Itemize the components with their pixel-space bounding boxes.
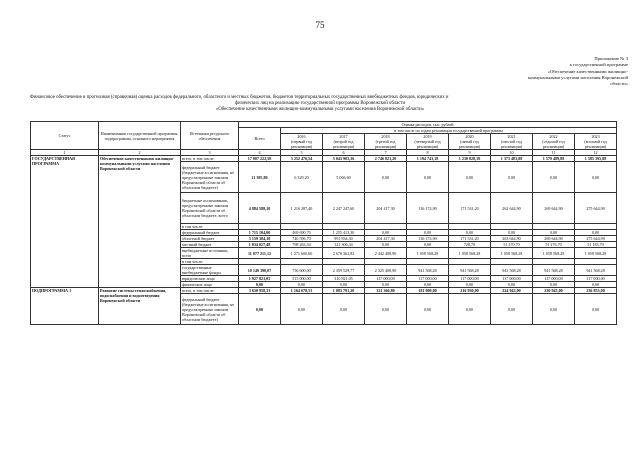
header-year [575,134,617,150]
source-cell: местный бюджет [181,242,239,248]
year-value-cell: 991 834,30 [323,236,365,242]
year-value-cell: 2 746 821,20 [365,156,407,162]
heading-line: Финансовое обеспечение и прогнозная (справочная) оценка расходов федерального, областного и местных бюджетов, бюджетов территориальных государственных внебюджетных фондов, юридических и [30,95,449,100]
source-cell: юридические лица [181,276,239,282]
header-year [407,134,449,150]
year-value-cell: 136 174,90 [407,193,449,224]
year-value-cell: 5 066,60 [323,162,365,193]
year-value-cell: 2 442 408,90 [365,248,407,259]
source-cell: федеральный бюджет [181,230,239,236]
year-value-cell: 0,00 [491,162,533,193]
year-value-cell: 275 644,90 [575,236,617,242]
year-value-cell: 0,00 [407,294,449,325]
column-number: 4 [239,150,281,156]
year-value-cell: 0,00 [407,242,449,248]
total-cell: 10 149 390,07 [239,265,281,276]
year-value-cell: 0,00 [281,282,323,288]
source-cell: в том числе: [181,224,239,230]
year-value-cell: 0,00 [407,282,449,288]
year-value-cell: 941 568,28 [407,265,449,276]
page-number: 75 [315,20,325,30]
column-number: 8 [407,150,449,156]
year-value-cell: 756 600,00 [281,265,323,276]
appendix-note [378,56,628,87]
year-value-cell: 2 247 247,60 [323,193,365,224]
column-number: 2 [99,150,181,156]
year-label: (четвертый год реализации) [414,139,441,149]
header-year [365,134,407,150]
header-total: Всего [239,128,281,150]
year-value-cell: 0,00 [491,230,533,236]
header-name: Наименование государственной программы, подпрограммы, основного мероприятия [99,122,181,150]
year-value-cell: 0,00 [365,282,407,288]
header-year [323,134,365,150]
year-value-cell: 136 174,90 [407,236,449,242]
year-value-cell: 0,00 [365,294,407,325]
table-heading [30,95,610,114]
total-cell: 4 884 588,10 [239,193,281,224]
year-number: 2018 [381,134,390,139]
column-number: 10 [491,150,533,156]
total-cell: 1 715 104,00 [239,230,281,236]
appendix-line: к государственной программе [569,62,628,68]
year-label: (восьмой год реализации) [584,139,607,149]
year-value-cell: 0,00 [407,162,449,193]
total-cell: 1 034 027,48 [239,242,281,248]
year-value-cell: 117 000,00 [575,276,617,282]
year-value-cell: 310 821,05 [323,276,365,282]
year-value-cell: 469 690,70 [281,230,323,236]
year-value-cell: 275 644,90 [575,193,617,224]
year-number: 2022 [549,134,558,139]
year-value-cell: 1 216 287,40 [281,193,323,224]
year-value-cell: 1 271 600,60 [281,248,323,259]
heading-line: физических лиц на реализацию государственной программы Воронежской области [234,101,406,107]
year-value-cell: 171 531,20 [449,193,491,224]
year-value-cell: 0,00 [365,242,407,248]
year-value-cell: 1 058 568,28 [575,248,617,259]
header-estimate: Оценка расходов, тыс. рублей [239,122,617,128]
column-number: 12 [575,150,617,156]
year-value-cell: 51 270,70 [491,242,533,248]
source-cell: физические лица [181,282,239,288]
year-value-cell: 0,00 [449,294,491,325]
year-value-cell: 941 568,28 [491,265,533,276]
year-value-cell: 2 670 362,82 [323,248,365,259]
year-value-cell: 941 568,28 [449,265,491,276]
year-value-cell: 0,00 [281,294,323,325]
year-value-cell: 0,00 [449,282,491,288]
year-value-cell: 0,00 [575,294,617,325]
year-value-cell: 2 359 529,77 [323,265,365,276]
name-cell: Обеспечение качественными жилищно-коммунальными услугами населения Воронежской области [99,156,181,288]
year-value-cell: 204 417,30 [365,193,407,224]
year-value-cell: 5 043 983,36 [323,156,365,162]
year-value-cell: 3 252 476,54 [281,156,323,162]
year-number: 2020 [465,134,474,139]
year-value-cell: 0,00 [449,230,491,236]
year-value-cell: 1 058 568,28 [491,248,533,259]
column-number: 5 [281,150,323,156]
year-value-cell: 0,00 [323,282,365,288]
year-value-cell: 0,00 [575,230,617,236]
year-value-cell: 1 058 568,28 [407,248,449,259]
year-value-cell: 0,00 [533,282,575,288]
year-value-cell: 321 366,80 [365,288,407,294]
total-cell: 11 395,80 [239,162,281,193]
source-cell: федеральный бюджет (бюджетные ассигнования, не предусмотренные законом Воронежской области об областном бюджете) [181,162,239,193]
source-cell: внебюджетные источники, всего [181,248,239,259]
year-value-cell: 0,00 [449,162,491,193]
year-value-cell: 263 644,90 [491,236,533,242]
total-cell: 0,00 [239,294,281,325]
header-by-year: в том числе по годам реализации государственной программы [281,128,617,134]
year-number: 2016 [297,134,306,139]
year-label: (пятый год реализации) [458,139,481,149]
year-value-cell: 0,00 [533,162,575,193]
year-value-cell: 0,00 [323,294,365,325]
header-status: Статус [31,122,99,150]
source-cell: всего, в том числе: [181,288,239,294]
appendix-line: коммунальными услугами населения Воронежской [527,74,628,80]
header-year [281,134,323,150]
year-number: 2017 [339,134,348,139]
year-value-cell: 51 183,70 [575,242,617,248]
year-value-cell: 6 329,20 [281,162,323,193]
year-value-cell: 0,00 [407,230,449,236]
year-label: (второй год реализации) [332,139,355,149]
year-value-cell: 1 058 568,28 [449,248,491,259]
source-cell: федеральный бюджет (бюджетные ассигнования, не предусмотренные законом Воронежской области об областном бюджете) [181,294,239,325]
year-value-cell: 1 579 489,88 [533,156,575,162]
year-value-cell: 1 083 791,20 [323,288,365,294]
status-cell: ГОСУДАРСТВЕННАЯ ПРОГРАММА [31,156,99,288]
year-value-cell: 117 000,00 [491,276,533,282]
year-value-cell: 941 568,28 [533,265,575,276]
column-number: 11 [533,150,575,156]
year-value-cell: 262 644,90 [491,193,533,224]
year-value-cell: 0,00 [575,282,617,288]
year-value-cell: 0,00 [533,230,575,236]
column-number: 7 [365,150,407,156]
year-value-cell: 728,70 [449,242,491,248]
year-number: 2023 [591,134,600,139]
year-value-cell: 1 058 568,28 [533,248,575,259]
year-value-cell: 0,00 [533,294,575,325]
column-number: 3 [181,150,239,156]
year-value-cell: 0,00 [365,230,407,236]
appendix-line: области» [610,81,628,87]
name-cell: Развитие системы теплоснабжения, водоснабжения и водоотведения Воронежской области [99,288,181,325]
year-value-cell: 117 000,00 [533,276,575,282]
year-number: 2019 [423,134,432,139]
header-year [491,134,533,150]
year-value-cell: 216 930,00 [449,288,491,294]
year-label: (седьмой год реализации) [542,139,565,149]
year-label: (шестой год реализации) [500,139,523,149]
year-value-cell: 0,00 [365,162,407,193]
financing-table [30,121,617,325]
year-value-cell: 121 306,34 [323,242,365,248]
year-value-cell: 230 945,00 [533,288,575,294]
column-number: 1 [31,150,99,156]
header-year [533,134,575,150]
total-cell: 11 077 211,12 [239,248,281,259]
year-value-cell: 1 230 828,18 [449,156,491,162]
year-value-cell: 1 194 743,18 [407,156,449,162]
total-cell: 1 927 821,05 [239,276,281,282]
source-cell: в том числе: [181,259,239,265]
heading-line: «Обеспечение качественными жилищно-коммунальными услугами населения Воронежской области» [215,107,425,113]
appendix-line: Приложение № 3 [594,56,628,61]
appendix-line: «Обеспечение качественными жилищно- [547,68,628,74]
year-value-cell: 1 585 395,88 [575,156,617,162]
year-value-cell: 181 000,00 [407,288,449,294]
year-value-cell: 204 417,30 [365,236,407,242]
year-label: (третий год реализации) [374,139,397,149]
header-source: Источники ресурсного обеспечения [181,122,239,150]
total-cell: 0,00 [239,282,281,288]
year-number: 2021 [507,134,516,139]
year-value-cell: 0,00 [491,282,533,288]
year-label: (первый год реализации) [290,139,313,149]
year-value-cell: 236 855,00 [575,288,617,294]
year-value-cell: 51 276,70 [533,242,575,248]
column-number: 9 [449,150,491,156]
year-value-cell: 1 255 413,30 [323,230,365,236]
year-value-cell: 117 000,00 [365,276,407,282]
year-value-cell: 269 644,90 [533,193,575,224]
year-value-cell: 941 568,28 [575,265,617,276]
year-value-cell: 515 000,00 [281,276,323,282]
year-value-cell: 117 000,00 [449,276,491,282]
status-cell: ПОДПРОГРАММА 1 [31,288,99,325]
year-value-cell: 1 373 483,88 [491,156,533,162]
year-value-cell: 0,00 [491,294,533,325]
header-year [449,134,491,150]
source-cell: бюджетные ассигнования, предусмотренные законом Воронежской области об областном бюджете, всего [181,193,239,224]
total-cell: 3 159 384,10 [239,236,281,242]
column-number: 6 [323,150,365,156]
year-value-cell: 746 596,70 [281,236,323,242]
source-cell: всего, в том числе: [181,156,239,162]
year-value-cell: 798 263,34 [281,242,323,248]
year-value-cell: 224 943,00 [491,288,533,294]
source-cell: государственные внебюджетные фонды [181,265,239,276]
year-value-cell: 117 000,00 [407,276,449,282]
total-cell: 3 630 958,33 [239,288,281,294]
year-value-cell: 0,00 [575,162,617,193]
year-value-cell: 171 531,20 [449,236,491,242]
year-value-cell: 2 325 408,90 [365,265,407,276]
total-cell: 17 007 222,58 [239,156,281,162]
source-cell: областной бюджет [181,236,239,242]
year-value-cell: 269 644,90 [533,236,575,242]
year-value-cell: 1 164 678,53 [281,288,323,294]
